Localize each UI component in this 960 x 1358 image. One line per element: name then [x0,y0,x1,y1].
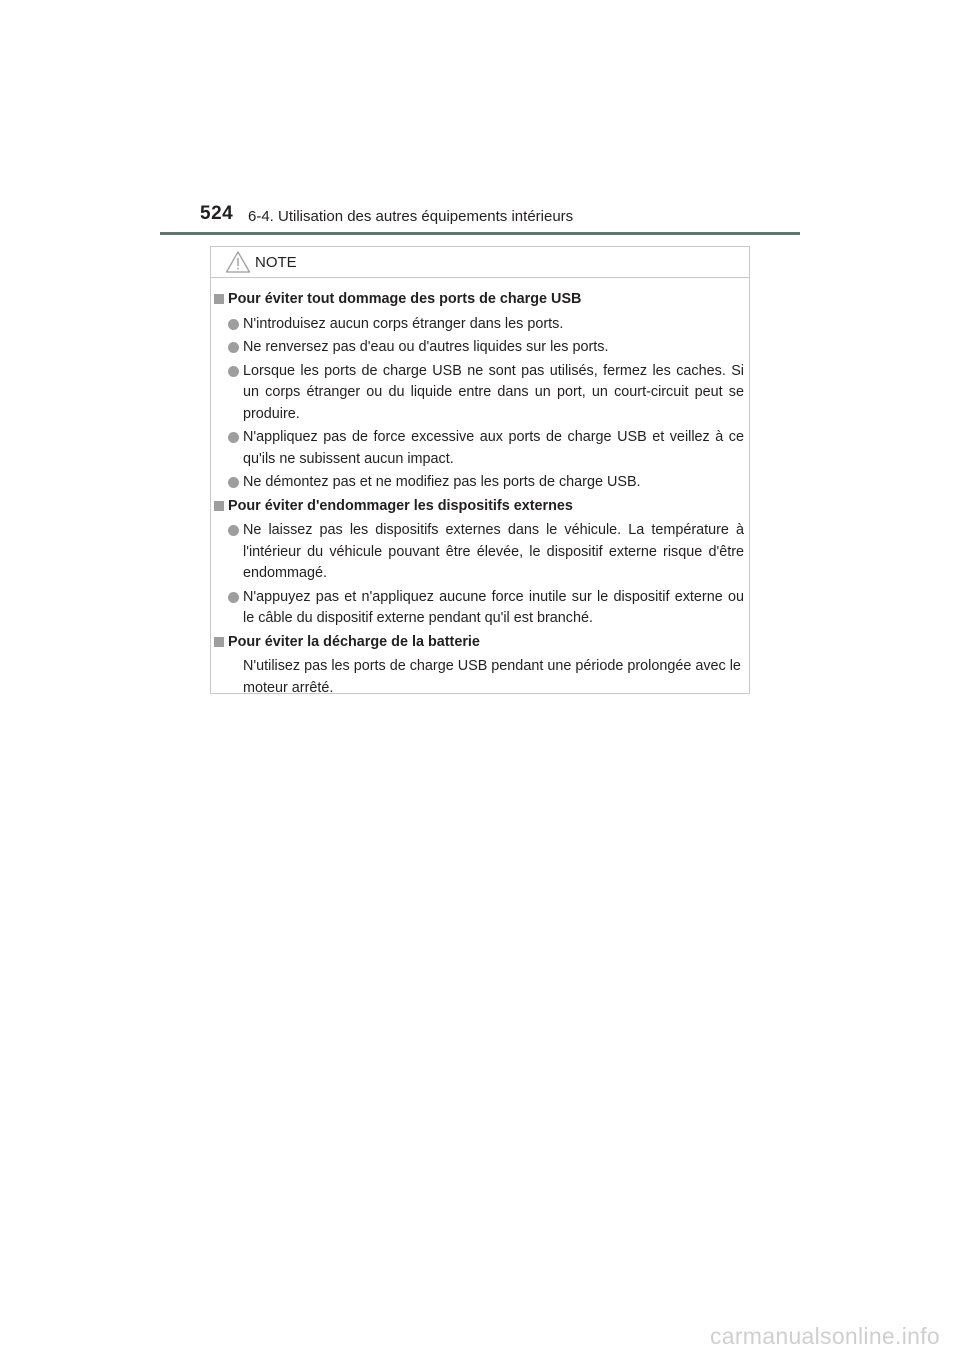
circle-bullet-icon [228,342,239,353]
page-number: 524 [200,203,234,224]
note-content [211,289,751,699]
note-box [210,246,750,694]
square-bullet-icon [214,637,224,647]
section-title: 6-4. Utilisation des autres équipements intérieurs [248,208,574,225]
list-item-text: Ne renversez pas d'eau ou d'autres liquides sur les ports. [243,339,609,355]
list-item [211,427,751,470]
circle-bullet-icon [228,432,239,443]
square-bullet-icon [214,294,224,304]
section-heading [211,496,751,518]
section-heading-text: Pour éviter la décharge de la batterie [228,633,480,650]
list-item [211,314,751,336]
section-paragraph: N'utilisez pas les ports de charge USB pendant une période prolongée avec le moteur arrêté. [243,658,741,696]
circle-bullet-icon [228,319,239,330]
circle-bullet-icon [228,477,239,488]
note-label: NOTE [255,254,297,271]
header-rule [160,232,800,235]
note-header [211,247,749,278]
warning-triangle-icon [225,250,251,274]
list-item-text: Lorsque les ports de charge USB ne sont pas utilisés, fermez les caches. Si un corps étranger ou du liquide entre dans un port, un court-circuit peut se produire. [243,362,744,422]
section-heading [211,289,751,311]
list-item [211,520,751,585]
circle-bullet-icon [228,366,239,377]
list-item-text: N'appuyez pas et n'appliquez aucune force inutile sur le dispositif externe ou le câble du dispositif externe pendant qu'il est branché. [243,588,744,626]
section-heading [211,632,751,654]
circle-bullet-icon [228,592,239,603]
list-item-text: Ne laissez pas les dispositifs externes dans le véhicule. La température à l'intérieur du véhicule pouvant être élevée, le dispositif externe risque d'être endommagé. [243,522,744,581]
list-item [211,337,751,359]
section-heading-text: Pour éviter d'endommager les dispositifs externes [228,497,573,514]
list-item [211,587,751,630]
list-item-text: Ne démontez pas et ne modifiez pas les ports de charge USB. [243,474,641,490]
list-item [211,361,751,426]
watermark: carmanualsonline.info [709,1323,940,1349]
section-heading-text: Pour éviter tout dommage des ports de charge USB [228,291,582,307]
list-item-text: N'introduisez aucun corps étranger dans les ports. [243,315,564,332]
square-bullet-icon [214,501,224,511]
list-item [211,472,751,494]
list-item-text: N'appliquez pas de force excessive aux ports de charge USB et veillez à ce qu'ils ne subissent aucun impact. [243,429,744,467]
circle-bullet-icon [228,525,239,536]
